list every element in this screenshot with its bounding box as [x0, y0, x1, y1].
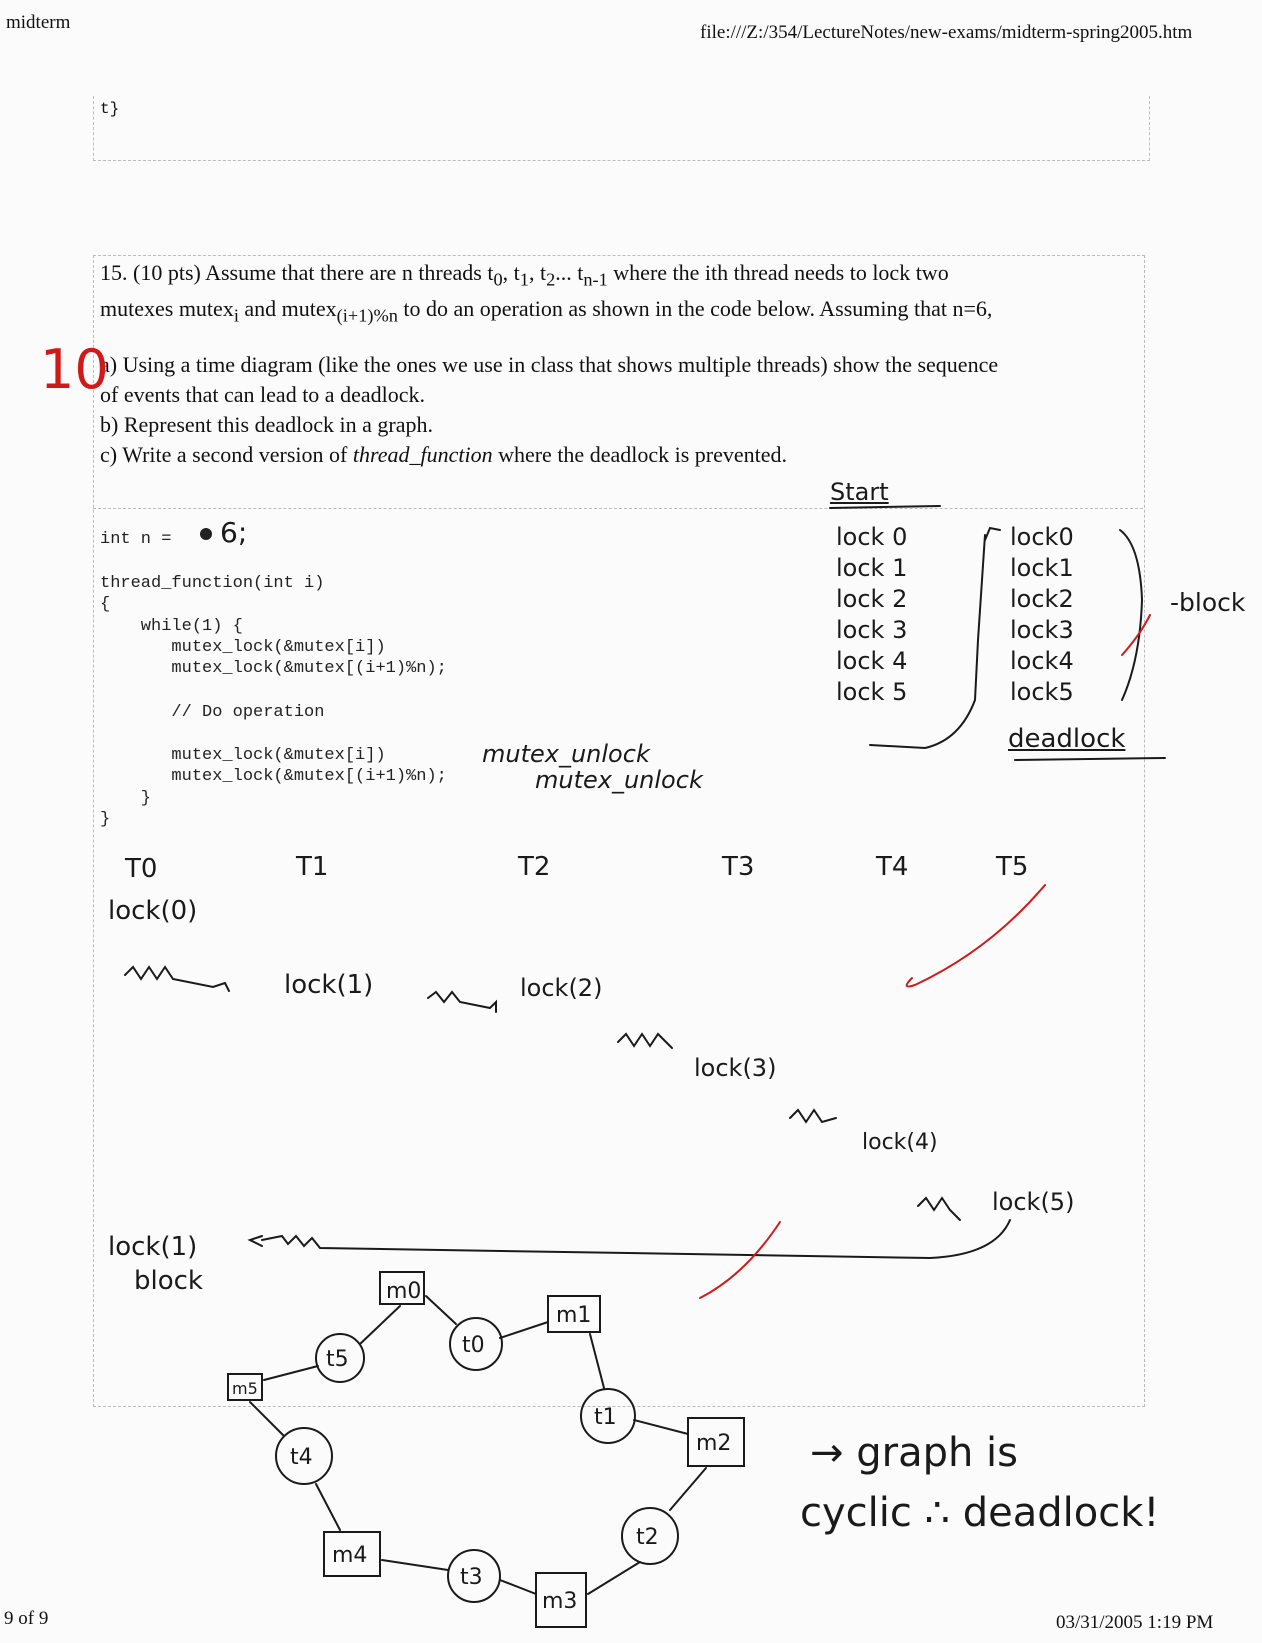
- squiggle-t1-t2: [428, 992, 496, 1012]
- event-t0-block: block: [134, 1266, 203, 1296]
- thread-label-t5: T5: [996, 852, 1029, 882]
- edge-m5-t5: [264, 1366, 318, 1380]
- code-line-6: mutex_lock(&mutex[(i+1)%n);: [100, 659, 447, 678]
- graph-label-t3: t3: [460, 1565, 483, 1590]
- event-lock-5: lock(5): [992, 1188, 1075, 1216]
- squiggle-t2-t3: [618, 1034, 672, 1048]
- hand-block-list: lock0 lock1 lock2 lock3 lock4 lock5: [1010, 523, 1074, 706]
- return-line: [262, 1220, 1010, 1258]
- page-title: midterm: [6, 12, 71, 33]
- part-c: c) Write a second version of thread_function where the deadlock is prevented.: [100, 442, 788, 467]
- part-b: b) Represent this deadlock in a graph.: [100, 412, 433, 437]
- edge-m3-t3: [500, 1580, 536, 1594]
- hand-deadlock-label: deadlock: [1008, 724, 1126, 754]
- hand-unlock-1: mutex_unlock: [482, 740, 650, 768]
- edge-t1-m2: [634, 1420, 688, 1434]
- part-a-line-2: of events that can lead to a deadlock.: [100, 382, 425, 407]
- graph-label-m3: m3: [542, 1589, 578, 1614]
- code-line-11: }: [100, 810, 111, 829]
- code-line-4: while(1) {: [100, 617, 243, 636]
- red-check-block: [1122, 615, 1150, 655]
- event-lock-4: lock(4): [862, 1130, 938, 1155]
- start-arrow-head: [985, 528, 1000, 540]
- graph-label-m0: m0: [386, 1279, 422, 1304]
- graph-label-m5: m5: [232, 1379, 258, 1398]
- event-lock-1: lock(1): [284, 970, 374, 1000]
- edge-t2-m3: [588, 1562, 640, 1594]
- event-lock-3: lock(3): [694, 1054, 777, 1082]
- question-line-2: mutexes mutex$_i$ and mutex$_{(i+1)\%n}$ to do an operation as shown in the code below. Assuming that n=6,: [100, 296, 993, 326]
- code-line-5: mutex_lock(&mutex[i]): [100, 638, 386, 657]
- thread-label-t2: T2: [518, 852, 551, 882]
- graph-label-t5: t5: [326, 1347, 349, 1372]
- grade-mark: 10: [40, 338, 109, 401]
- start-bracket: [870, 535, 985, 748]
- squiggle-t0-t1: [125, 967, 229, 991]
- red-check-return: [700, 1222, 780, 1298]
- graph-label-t2: t2: [636, 1525, 659, 1550]
- graph-label-m2: m2: [696, 1431, 732, 1456]
- edge-m4-t4: [316, 1484, 340, 1530]
- event-t0-lock-1: lock(1): [108, 1232, 198, 1262]
- red-check-t5: [907, 885, 1045, 986]
- code-line-9: mutex_lock(&mutex[(i+1)%n);: [100, 767, 447, 786]
- hand-block-label: -block: [1170, 588, 1246, 617]
- graph-label-t1: t1: [594, 1405, 617, 1430]
- edge-m0-t0: [426, 1296, 456, 1324]
- graph-label-m1: m1: [556, 1303, 592, 1328]
- thread-label-t1: T1: [296, 852, 329, 882]
- hand-n-value: 6;: [200, 516, 247, 549]
- block-brace: [1120, 530, 1142, 700]
- start-underline: [830, 506, 940, 508]
- graph-note-1: → graph is: [810, 1430, 1018, 1476]
- edge-m1-t1: [590, 1334, 604, 1388]
- event-lock-0: lock(0): [108, 896, 198, 926]
- hand-start-list: lock 0 lock 1 lock 2 lock 3 lock 4 lock 5: [836, 523, 908, 706]
- edge-t5-m0: [360, 1306, 400, 1344]
- event-lock-2: lock(2): [520, 974, 603, 1002]
- code-line-1: int n =: [100, 530, 182, 549]
- squiggle-t4-t5: [918, 1198, 960, 1220]
- squiggle-t3-t4: [790, 1110, 836, 1122]
- edge-m2-t2: [670, 1468, 706, 1510]
- code-line-8: mutex_lock(&mutex[i]): [100, 746, 386, 765]
- page-number: 9 of 9: [4, 1608, 49, 1629]
- print-datetime: 03/31/2005 1:19 PM: [1056, 1612, 1214, 1633]
- code-line-10: }: [100, 789, 152, 808]
- edge-t3-m4: [382, 1560, 448, 1570]
- code-line-2: thread_function(int i): [100, 574, 325, 593]
- hand-start-label: Start: [830, 478, 889, 506]
- graph-label-t4: t4: [290, 1445, 313, 1470]
- part-a-line-1: a) Using a time diagram (like the ones we use in class that shows multiple threads) show the sequence: [100, 352, 999, 377]
- code-line-7: // Do operation: [100, 703, 325, 722]
- question-line-1: 15. (10 pts) Assume that there are n threads $t_0$, $t_1$, $t_2$... $t_{n-1}$ where the ith thread needs to lock two: [100, 260, 949, 290]
- hand-unlock-2: mutex_unlock: [535, 766, 703, 794]
- graph-label-t0: t0: [462, 1333, 485, 1358]
- previous-code-tail: t}: [100, 100, 120, 118]
- code-line-3: {: [100, 595, 111, 614]
- deadlock-underline: [1015, 758, 1165, 760]
- return-arrow-head: [250, 1236, 262, 1246]
- graph-note-2: cyclic ∴ deadlock!: [800, 1490, 1160, 1536]
- graph-label-m4: m4: [332, 1543, 368, 1568]
- page-url: file:///Z:/354/LectureNotes/new-exams/midterm-spring2005.htm: [700, 22, 1193, 43]
- edge-t4-m5: [250, 1402, 284, 1436]
- thread-label-t3: T3: [722, 852, 755, 882]
- thread-label-t4: T4: [876, 852, 909, 882]
- thread-label-t0: T0: [125, 854, 158, 884]
- edge-t0-m1: [500, 1322, 548, 1338]
